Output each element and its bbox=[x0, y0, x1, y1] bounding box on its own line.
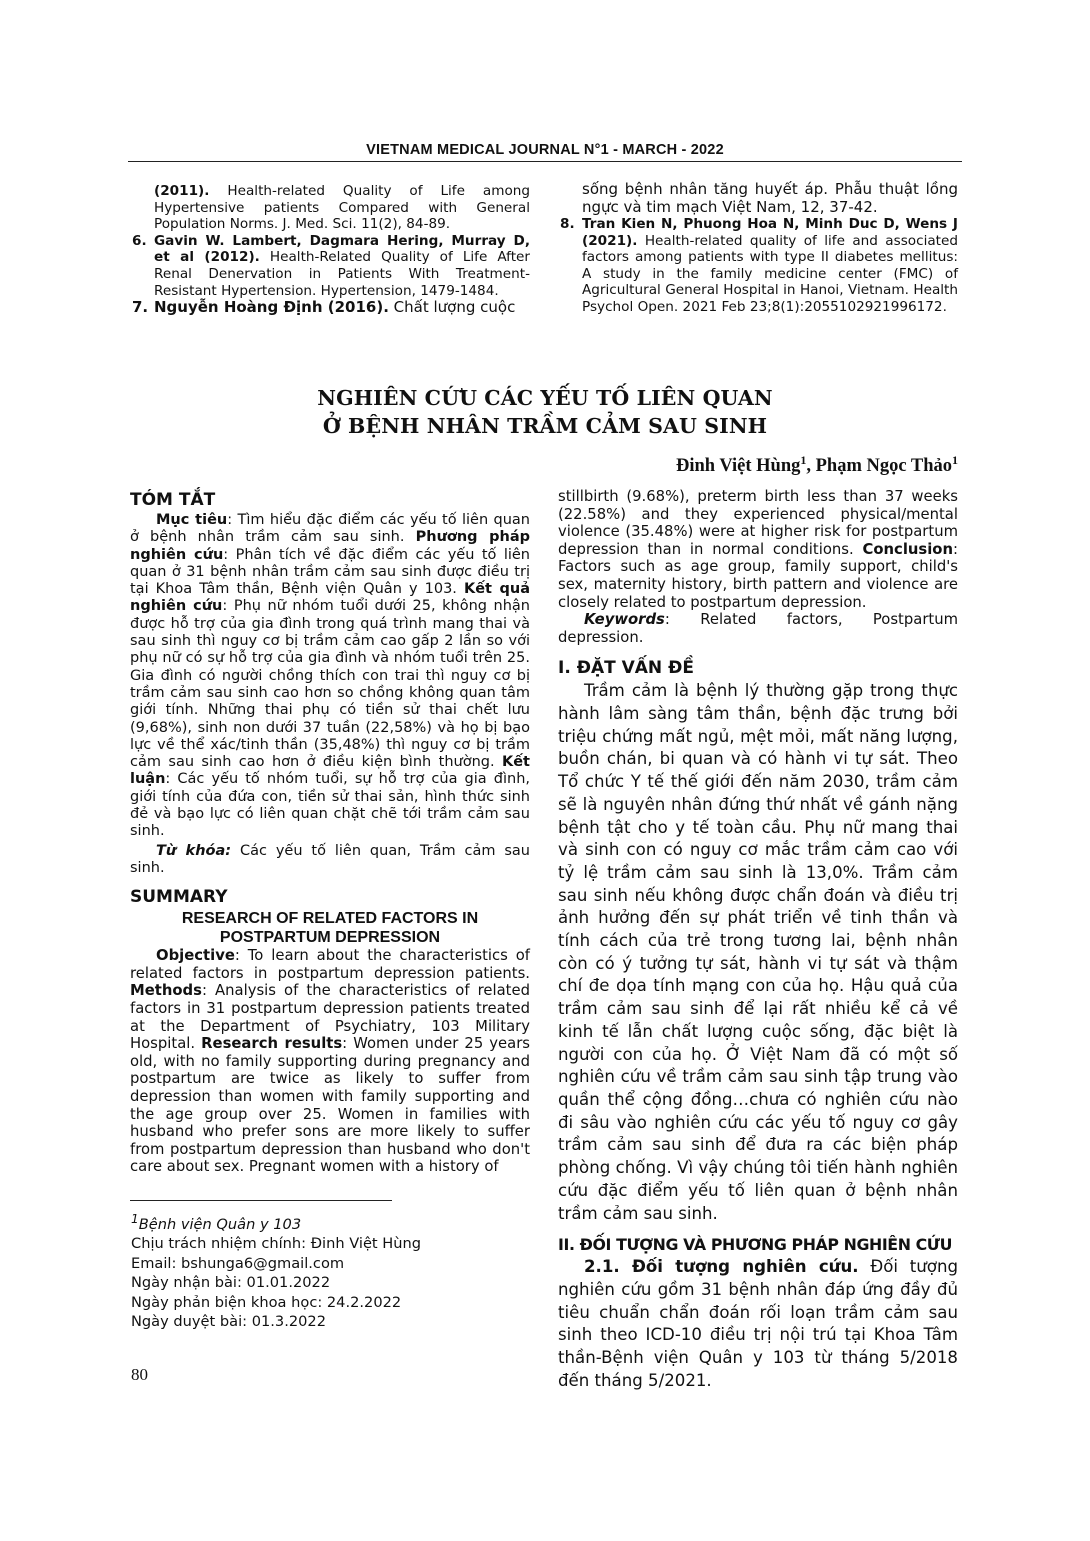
muctieu-text: : Tìm hiểu đặc điểm các yếu tố liên quan ở bệnh nhân trầm cảm sau sinh. bbox=[130, 512, 530, 546]
running-header: VIETNAM MEDICAL JOURNAL N°1 - MARCH - 2022 bbox=[366, 142, 724, 158]
title-line-1: NGHIÊN CỨU CÁC YẾU TỐ LIÊN QUAN bbox=[317, 386, 773, 410]
ketqua-text: : Phụ nữ nhóm tuổi dưới 25, không nhận được hỗ trợ của gia đình trong quá trình mang thai và sau sinh thì nguy cơ bị trầm cảm cao gấp 2 lần so với phụ nữ có sự hỗ trợ của gia đình và nhóm tuổi trên 25. Gia đình có người chồng thích con trai thì nguy cơ bị trầm cảm sau sinh cao hơn so chồng không quan tâm giới tính. Những thai phụ có tiền sử thai chết lưu (9,68%), sinh non dưới 37 tuần (22,58%) và họ bị bạo lực về thể xác/tinh thần (35,48%) thì nguy cơ bị trầm cảm sau sinh cao hơn ở điều kiện bình thường. bbox=[130, 598, 530, 771]
objective-label: Objective bbox=[156, 947, 235, 965]
author-1: Đinh Việt Hùng bbox=[675, 456, 801, 477]
summary-continued bbox=[558, 488, 958, 611]
left-column bbox=[130, 490, 530, 1176]
tomtat-abstract bbox=[130, 512, 530, 841]
summary-keywords bbox=[558, 611, 958, 646]
keywords-label: Keywords bbox=[584, 611, 665, 629]
reference-8-authors: Tran Kien N, Phuong Hoa N, Minh Duc D, Wens J (2021). bbox=[582, 216, 958, 249]
tomtat-keywords bbox=[130, 843, 530, 878]
reference-5-year: (2011). bbox=[154, 183, 210, 199]
methods-text: : Analysis of the characteristics of related factors in 31 postpartum depression patients treated at the Department of Psychiatry, 103 Military Hospital. bbox=[130, 982, 530, 1053]
footnote-affiliation-mark: 1 bbox=[131, 1212, 139, 1226]
section-2-1-label: 2.1. Đối tượng nghiên cứu. bbox=[584, 1257, 859, 1277]
references-right bbox=[558, 181, 958, 316]
title-line-2: Ở BỆNH NHÂN TRẦM CẢM SAU SINH bbox=[322, 414, 768, 438]
footnote-received: Ngày nhận bài: 01.01.2022 bbox=[131, 1274, 331, 1292]
footnote-email: Email: bshunga6@gmail.com bbox=[131, 1254, 345, 1272]
objective-text: : To learn about the characteristics of related factors in postpartum depression patients. bbox=[130, 947, 530, 982]
section-2-1-paragraph bbox=[558, 1256, 958, 1392]
summary-abstract bbox=[130, 947, 530, 1176]
reference-7-number: 7. bbox=[132, 298, 149, 317]
reference-8-number: 8. bbox=[560, 216, 575, 232]
muctieu-label: Mục tiêu bbox=[156, 512, 228, 528]
author-2-affiliation: 1 bbox=[952, 453, 958, 467]
reference-7-text: Chất lượng cuộc bbox=[393, 298, 516, 317]
footnote-rule bbox=[130, 1200, 392, 1201]
footnote-affiliation-text: Bệnh viện Quân y 103 bbox=[138, 1215, 302, 1233]
conclusion-text: : Factors such as age group, family support, child's sex, maternity history, birth pattern and violence are closely related to postpartum depression. bbox=[558, 540, 958, 611]
reference-5-text: Health-related Quality of Life among Hypertensive patients Compared with General Population Norms. J. Med. Sci. 11(2), 84-89. bbox=[154, 183, 531, 233]
footnote bbox=[131, 1210, 421, 1332]
tukhoa-text: Các yếu tố liên quan, Trầm cảm sau sinh. bbox=[130, 842, 530, 876]
author-1-affiliation: 1 bbox=[800, 453, 807, 467]
reference-6-text: Health-Related Quality of Life After Renal Denervation in Patients With Treatment-Resistant Hypertension. Hypertension, 1479-1484. bbox=[154, 249, 530, 299]
section-2-heading: II. ĐỐI TƯỢNG VÀ PHƯƠNG PHÁP NGHIÊN CỨU bbox=[558, 1235, 953, 1255]
results-text-continued: stillbirth (9.68%), preterm birth less than 37 weeks (22.58%) and they experienced physical/mental violence (35.48%) were at higher risk for postpartum depression than in normal conditions. bbox=[558, 488, 958, 558]
footnote-accepted: Ngày duyệt bài: 01.3.2022 bbox=[131, 1313, 326, 1331]
results-label: Research results bbox=[201, 1035, 343, 1053]
ketluan-text: : Các yếu tố nhóm tuổi, sự hỗ trợ của gia đình, giới tính của đứa con, tiền sử thai sản, hình thức sinh đẻ và bạo lực có liên quan chặt chẽ tới trầm cảm sau sinh. bbox=[130, 771, 530, 840]
reference-6 bbox=[130, 233, 530, 299]
summary-title: RESEARCH OF RELATED FACTORS IN POSTPARTUM DEPRESSION bbox=[181, 910, 479, 947]
article-title bbox=[128, 384, 962, 440]
reference-7-authors: Nguyễn Hoàng Định (2016). bbox=[154, 298, 389, 317]
tukhoa-label: Từ khóa: bbox=[156, 842, 232, 859]
reference-7-continued: sống bệnh nhân tăng huyết áp. Phẫu thuật lồng ngực và tim mạch Việt Nam, 12, 37-42. bbox=[582, 180, 958, 216]
reference-8 bbox=[558, 216, 958, 316]
reference-5-continued bbox=[130, 183, 530, 233]
tomtat-heading: TÓM TẮT bbox=[130, 490, 216, 510]
ketqua-label: Kết quả nghiên cứu bbox=[130, 581, 530, 615]
author-line bbox=[676, 453, 958, 477]
reference-8-text: Health-related quality of life and associated factors among patients with type II diabetes mellitus: A study in the family medicine center (FMC) of Agricultural General Hospital in Hanoi, Vietnam. Health Psychol Open. 2021 Feb 23;8(1):2055102921996172. bbox=[582, 232, 958, 315]
ppnc-label: Phương pháp nghiên cứu bbox=[130, 529, 531, 563]
reference-6-number: 6. bbox=[132, 232, 147, 249]
footnote-reviewed: Ngày phản biện khoa học: 24.2.2022 bbox=[131, 1293, 402, 1311]
section-2-1-text: Đối tượng nghiên cứu gồm 31 bệnh nhân đáp ứng đầy đủ tiêu chuẩn chẩn đoán rối loạn trầm cảm sau sinh theo ICD-10 điều trị nội trú tại Khoa Tâm thần-Bệnh viện Quân y 103 từ tháng 5/2018 đến tháng 5/2021. bbox=[558, 1257, 958, 1390]
ppnc-text: : Phân tích về đặc điểm các yếu tố liên quan ở 31 bệnh nhân trầm cảm sau sinh được điều trị tại Khoa Tâm thần, Bệnh viện Quân y 103. bbox=[130, 546, 530, 598]
results-text: : Women under 25 years old, with no family supporting during pregnancy and postpartum are twice as likely to suffer from depression than women with family supporting and the age group over 25. Women in families with husband who prefer sons are more likely to suffer from postpartum depression than husband who don't care about sex. Pregnant women with a history of bbox=[130, 1035, 531, 1176]
ketluan-label: Kết luận bbox=[130, 754, 530, 788]
header-rule bbox=[128, 161, 962, 162]
reference-6-authors: Gavin W. Lambert, Dagmara Hering, Murray D, et al (2012). bbox=[154, 232, 530, 266]
references-left bbox=[130, 183, 530, 316]
footnote-corresponding: Chịu trách nhiệm chính: Đinh Việt Hùng bbox=[131, 1235, 422, 1253]
footnote-affiliation bbox=[131, 1210, 421, 1234]
methods-label: Methods bbox=[130, 982, 202, 1000]
keywords-text: : Related factors, Postpartum depression. bbox=[558, 611, 958, 646]
section-1-heading: I. ĐẶT VẤN ĐỀ bbox=[558, 658, 694, 679]
reference-7 bbox=[130, 299, 530, 316]
author-2: Phạm Ngọc Thảo bbox=[815, 456, 952, 477]
right-column bbox=[558, 488, 958, 1392]
page-number: 80 bbox=[131, 1365, 148, 1384]
conclusion-label: Conclusion bbox=[862, 540, 953, 558]
summary-heading: SUMMARY bbox=[130, 887, 228, 908]
author-separator: , bbox=[806, 456, 816, 477]
section-1-paragraph: Trầm cảm là bệnh lý thường gặp trong thực hành lâm sàng tâm thần, bệnh đặc trưng bởi triệu chứng mất ngủ, mệt mỏi, mất năng lượng, buồn chán, bi quan và có hành vi tự sát. Theo Tổ chức Y tế thế giới đến năm 2030, trầm cảm sẽ là nguyên nhân đứng thứ nhất về gánh nặng bệnh tật cho y tế toàn cầu. Phụ nữ mang thai và sinh con có nguy cơ mắc trầm cảm cao với tỷ lệ trầm cảm sau sinh là 13,0%. Trầm cảm sau sinh nếu không được chẩn đoán và điều trị ảnh hưởng đến sự phát triển về tinh thần và tính cách của trẻ trong tương lai, bệnh nhân còn có ý tưởng tự sát, hành vi tự sát và thậm chí đe dọa tính mạng con của họ. Hậu quả của trầm cảm sau sinh để lại rất nhiều kể cả về kinh tế lẫn chất lượng cuộc sống, đặc biệt là người con của họ. Ở Việt Nam đã có một số nghiên cứu về trầm cảm sau sinh tập trung vào quần thể cộng đồng…chưa có nghiên cứu nào đi sâu vào nghiên cứu các yếu tố nguy cơ gây trầm cảm sau sinh để đưa ra các biện pháp phòng chống. Vì vậy chúng tôi tiến hành nghiên cứu đặc điểm yếu tố liên quan ở bệnh nhân trầm cảm sau sinh. bbox=[558, 681, 958, 1223]
